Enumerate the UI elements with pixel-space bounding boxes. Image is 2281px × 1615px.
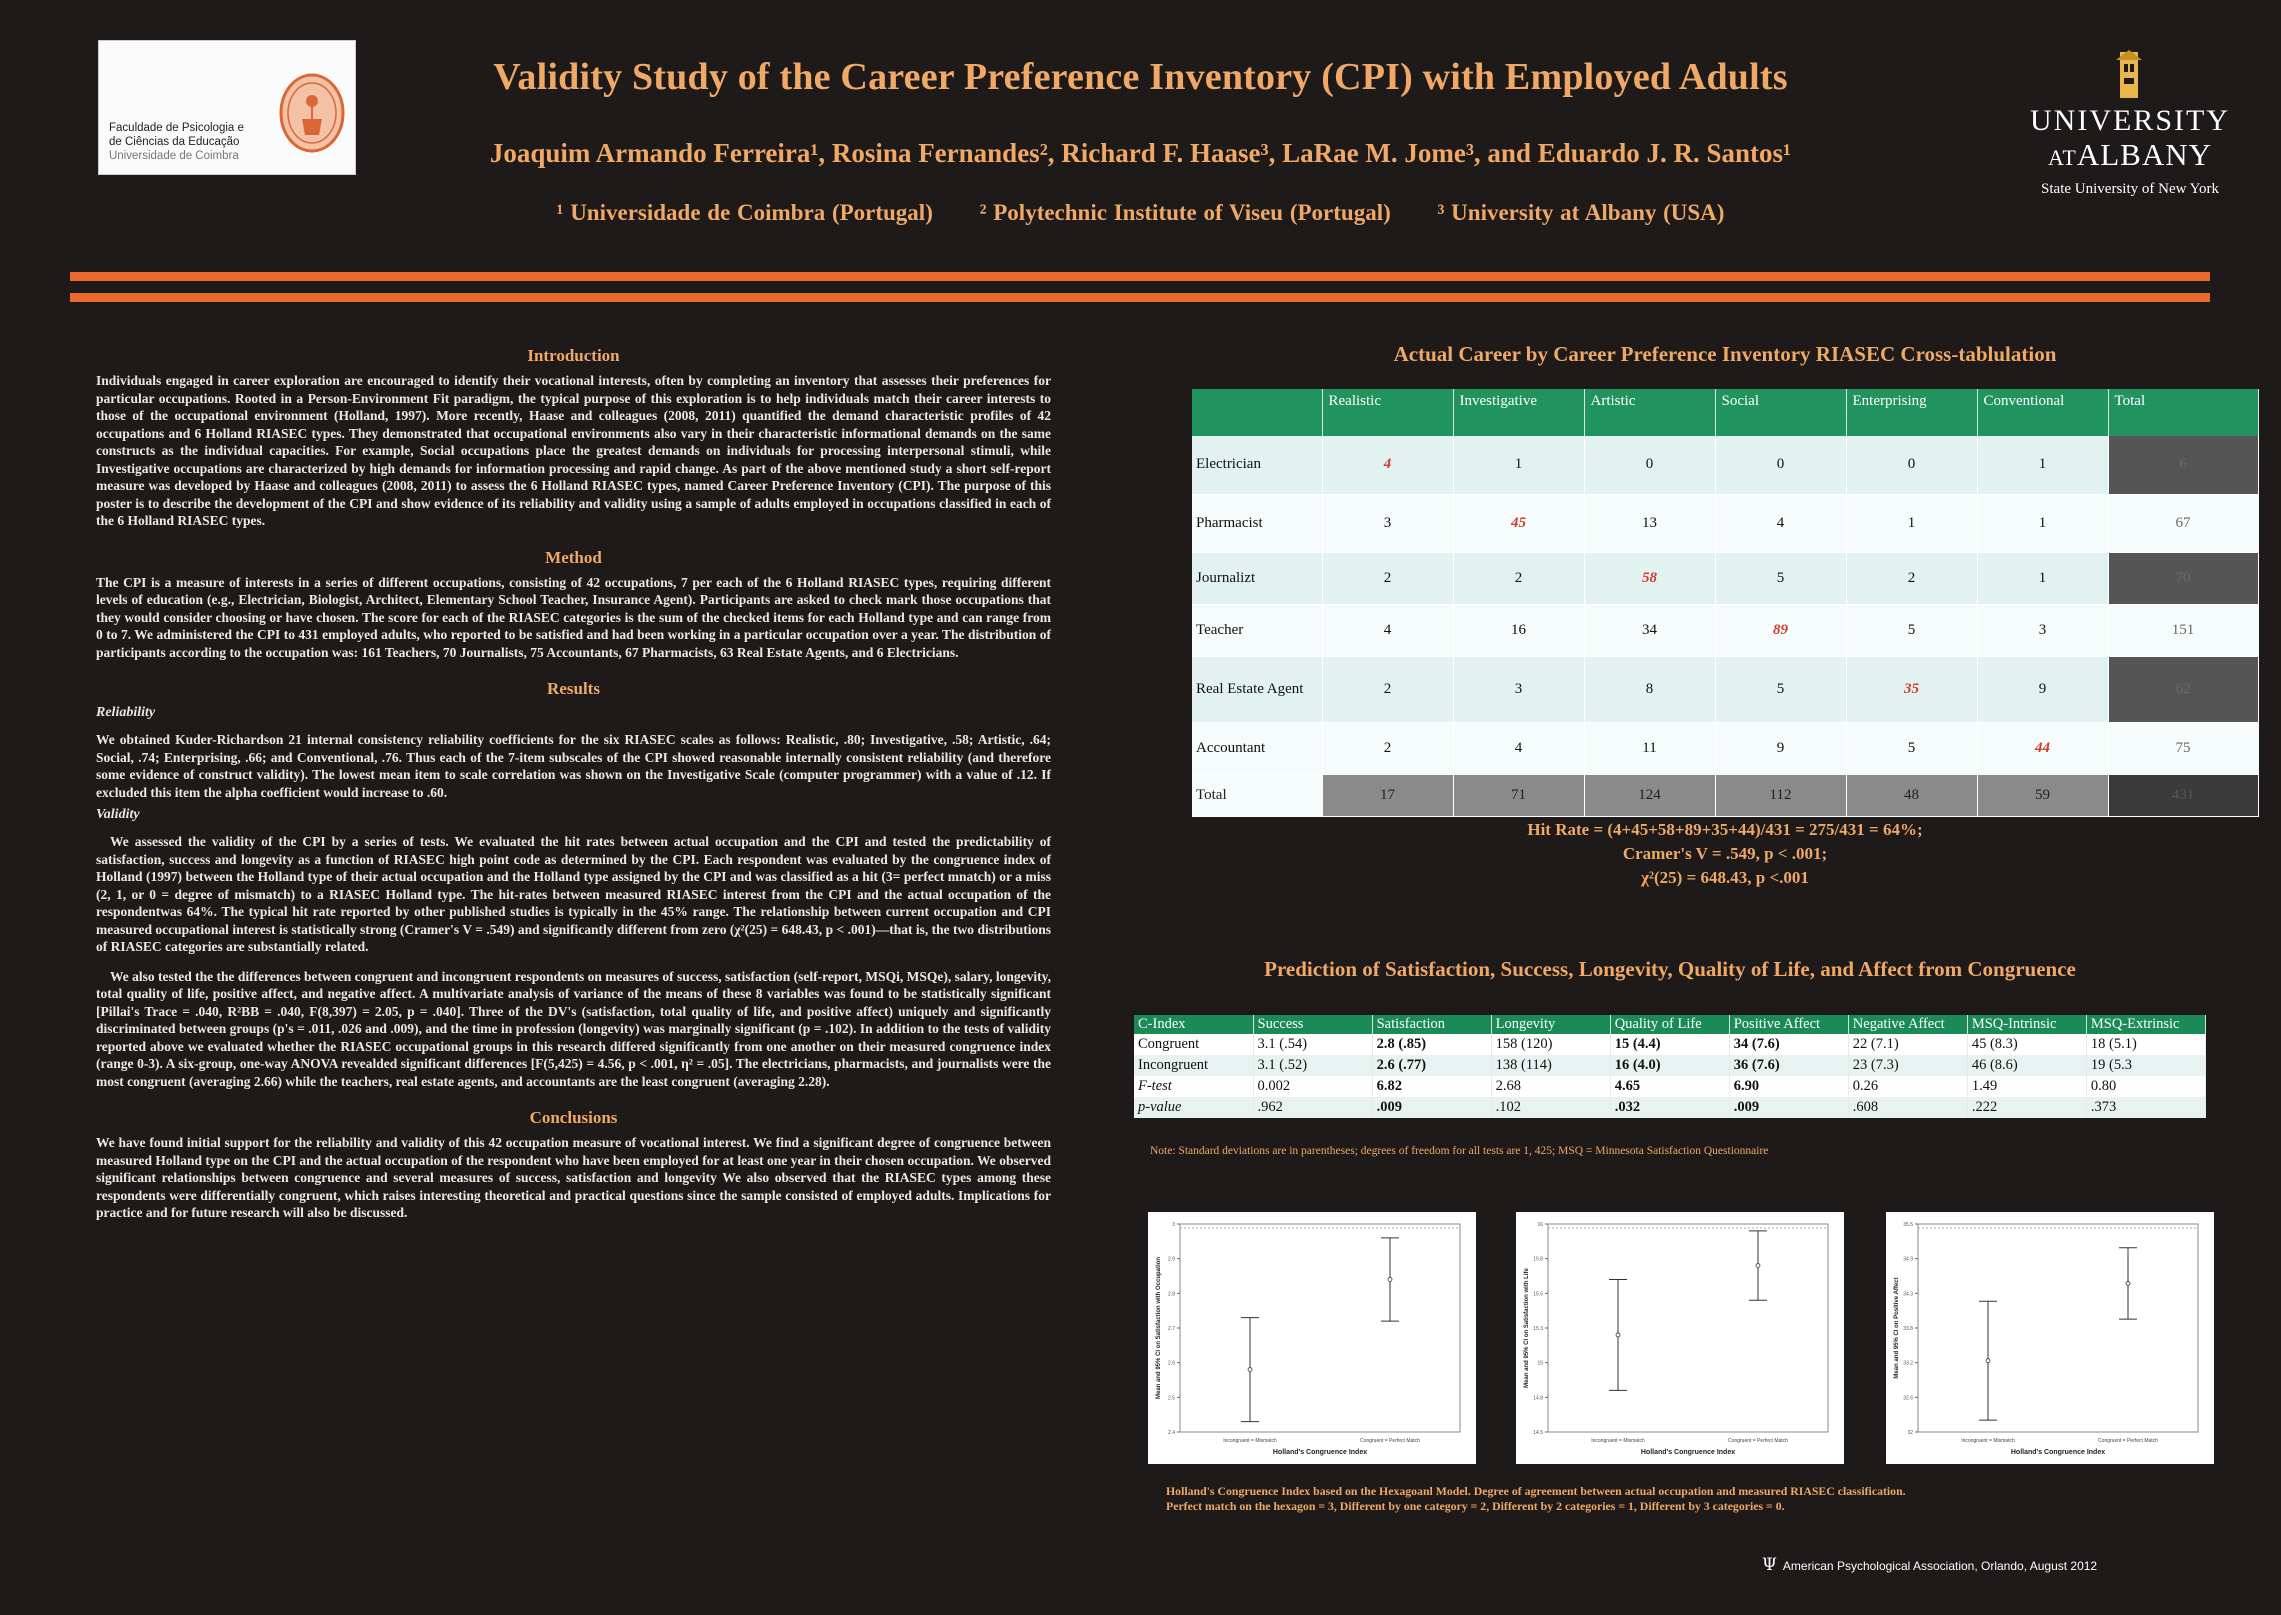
crosstab-row: [1192, 722, 2258, 774]
prediction-cell: .102: [1491, 1097, 1610, 1118]
prediction-row: [1134, 1097, 2206, 1118]
poster-title: Validity Study of the Career Preference Inventory (CPI) with Employed Adults: [493, 56, 1788, 98]
crosstab-cell: 1: [1977, 552, 2108, 604]
crosstab-row-label: Pharmacist: [1192, 494, 1322, 552]
y-tick-label: 2.6: [1168, 1360, 1175, 1367]
crosstab-cell: 1: [1453, 436, 1584, 494]
crosstab-col-header: Investigative: [1453, 389, 1584, 436]
crosstab-cell: 0: [1846, 436, 1977, 494]
y-tick-label: 15.5: [1533, 1291, 1543, 1298]
crosstab-cell: 3: [1977, 604, 2108, 656]
prediction-cell: 6.90: [1729, 1076, 1848, 1097]
y-tick-label: 14.5: [1533, 1430, 1543, 1436]
y-axis-label: Mean and 95% CI on Satisfaction with Life: [1524, 1268, 1530, 1388]
prediction-row-label: Incongruent: [1134, 1055, 1253, 1076]
crosstab-row-total: 67: [2108, 494, 2258, 552]
crosstab-cell: 9: [1715, 722, 1846, 774]
crosstab-col-total: 17: [1322, 774, 1453, 816]
crosstab-total-row: [1192, 774, 2258, 816]
crosstab-cell: 44: [1977, 722, 2108, 774]
y-tick-label: 34.9: [1903, 1256, 1913, 1263]
prediction-row: [1134, 1076, 2206, 1097]
crosstab-heading: Actual Career by Career Preference Inventory RIASEC Cross-tablulation: [1393, 342, 2057, 366]
plots-caption: [1166, 1484, 1906, 1514]
hit-rate-line: Hit Rate = (4+45+58+89+35+44)/431 = 275/431 = 64%;: [1527, 820, 1923, 839]
crosstab-cell: 1: [1846, 494, 1977, 552]
crosstab-col-header: Artistic: [1584, 389, 1715, 436]
plots-caption-line-1: Holland's Congruence Index based on the Hexagoanl Model. Degree of agreement between actual occupation and measured RIASEC classification.: [1166, 1484, 1906, 1498]
plot-frame: [1548, 1224, 1828, 1432]
x-axis-label: Holland's Congruence Index: [1640, 1449, 1736, 1456]
y-tick-label: 33.8: [1903, 1326, 1913, 1332]
prediction-cell: .032: [1610, 1097, 1729, 1118]
plot-svg-1: [1148, 1212, 1476, 1464]
y-tick-label: 14.8: [1533, 1395, 1543, 1402]
crosstab-header-row: [1192, 389, 2258, 436]
crosstab-col-total: 124: [1584, 774, 1715, 816]
crosstab-row-label: Real Estate Agent: [1192, 656, 1322, 722]
footer: [1762, 1555, 2097, 1575]
crosstab-row: [1192, 656, 2258, 722]
plot-frame: [1918, 1224, 2198, 1432]
crosstab-col-total: 48: [1846, 774, 1977, 816]
mean-point: [1756, 1264, 1760, 1268]
reliability-text: We obtained Kuder-Richardson 21 internal consistency reliability coefficients for the six RIASEC scales as follows: Realistic, .80; Investigative, .58; Artistic, .64; Social, .74; Enterprising, .66; and Conventional, .76. Thus each of the 7-item subscales of the CPI showed reasonable internally consistent reliability (and therefore some evidence of construct validity). The lowest mean item to scale correlation was shown on the Investigative Scale (computer programmer) with a value of .12. If excluded this item the alpha coefficient would increase to .60.: [96, 732, 1051, 800]
plot-svg-2: [1516, 1212, 1844, 1464]
ualbany-line-1: UNIVERSITY: [2030, 104, 2230, 137]
prediction-cell: .962: [1253, 1097, 1372, 1118]
x-tick-label: Congruent = Perfect Match: [2098, 1438, 2158, 1444]
crosstab-cell: 2: [1322, 722, 1453, 774]
albany-tower-icon: [2102, 50, 2156, 100]
poster-authors: Joaquim Armando Ferreira¹, Rosina Fernandes², Richard F. Haase³, LaRae M. Jome³, and Eduardo J. R. Santos¹: [489, 138, 1792, 168]
crosstab-cell: 13: [1584, 494, 1715, 552]
y-tick-label: 15.8: [1533, 1256, 1543, 1263]
crosstab-grand-total: 431: [2108, 774, 2258, 816]
prediction-cell: 15 (4.4): [1610, 1034, 1729, 1055]
prediction-cell: .222: [1967, 1097, 2086, 1118]
prediction-cell: .009: [1372, 1097, 1491, 1118]
crosstab-cell: 1: [1977, 494, 2108, 552]
prediction-row-label: F-test: [1134, 1076, 1253, 1097]
crosstab-col-total: 59: [1977, 774, 2108, 816]
prediction-col-header: MSQ-Intrinsic: [1967, 1015, 2086, 1034]
plot-svg-3: [1886, 1212, 2214, 1464]
affiliation-2: ² Polytechnic Institute of Viseu (Portugal): [979, 200, 1391, 225]
coimbra-logo-line-3: Universidade de Coimbra: [109, 150, 239, 162]
y-tick-label: 15.3: [1533, 1326, 1543, 1332]
prediction-cell: 2.68: [1491, 1076, 1610, 1097]
crosstab-col-header: [1192, 389, 1322, 436]
crosstab-cell: 5: [1715, 552, 1846, 604]
crosstab-stats: [1192, 818, 2258, 890]
crosstab-cell: 1: [1977, 436, 2108, 494]
validity-text-2: We also tested the the differences between congruent and incongruent respondents on measures of success, satisfaction (self-report, MSQi, MSQe), salary, longevity, total quality of life, positive affect, and negative affect. A multivariate analysis of variance of the means of these 8 variables was found to be statistically significant [Pillai's Trace = .040, R²BB = .040, F(8,397) = 2.05, p = .040]. Three of the DV's (satisfaction, total quality of life, and positive affect) uniquely and significantly discriminated between groups (p's = .011, .026 and .009), and the time in profession (longevity) was marginally significant (p = .102). In addition to the tests of validity reported above we evaluated whether the RIASEC occupational groups in this research differed significantly from one another on their measured congruence index (range 0-3). A six-group, one-way ANOVA revealded significant differences [F(5,425) = 4.56, p < .001, η² = .05]. The electricians, pharmacists, and journalists were the most congruent (averaging 2.66) while the teachers, real estate agents, and accountants are the least congruent (averaging 2.28).: [96, 968, 1051, 1089]
prediction-cell: 36 (7.6): [1729, 1055, 1848, 1076]
conclusions-heading: Conclusions: [529, 1108, 618, 1127]
prediction-cell: 158 (120): [1491, 1034, 1610, 1055]
cramers-v-line: Cramer's V = .549, p < .001;: [1622, 844, 1828, 863]
prediction-col-header: MSQ-Extrinsic: [2086, 1015, 2205, 1034]
crosstab-row-label: Accountant: [1192, 722, 1322, 774]
prediction-cell: 45 (8.3): [1967, 1034, 2086, 1055]
prediction-heading: Prediction of Satisfaction, Success, Longevity, Quality of Life, and Affect from Congruence: [1264, 957, 2076, 981]
prediction-cell: 16 (4.0): [1610, 1055, 1729, 1076]
crosstab-cell: 11: [1584, 722, 1715, 774]
prediction-row: [1134, 1055, 2206, 1076]
affiliation-1: ¹ Universidade de Coimbra (Portugal): [556, 200, 933, 225]
validity-text-1: We assessed the validity of the CPI by a series of tests. We evaluated the hit rates between actual occupation and the CPI and tested the predictability of satisfaction, success and longevity as a function of RIASEC high point code as determined by the CPI. Each respondent was evaluated by the congruence index of Holland (1997) between the Holland type of their actual occupation and the Holland type assigned by the CPI and was classified as a hit (3= perfect mnatch) or a miss (2, 1, or 0 = degree of mismatch) to a RIASEC Holland type. The hit-rates between measured RIASEC interest from the CPI and the actual occupation of the respondentwas 64%. The typical hit rate reported by other published studies is typically in the 45% range. The relationship between current occupation and CPI measured occupational interest is statistically strong (Cramer's V = .549) and significantly different from zero (χ²(25) = 648.43, p < .001)—that is, the two distributions of RIASEC categories are substantially related.: [96, 834, 1051, 954]
prediction-row: [1134, 1034, 2206, 1055]
prediction-cell: .009: [1729, 1097, 1848, 1118]
ualbany-line-3: State University of New York: [2041, 181, 2219, 197]
prediction-note: Note: Standard deviations are in parentheses; degrees of freedom for all tests are 1, 425; MSQ = Minnesota Satisfaction Questionnaire: [1150, 1145, 1769, 1157]
crosstab-cell: 34: [1584, 604, 1715, 656]
plot-positive-affect: [1886, 1212, 2214, 1464]
y-tick-label: 2.8: [1168, 1291, 1175, 1298]
left-column: [96, 340, 1051, 1222]
prediction-cell: 3.1 (.54): [1253, 1034, 1372, 1055]
x-tick-label: Incongruent = Mismatch: [1223, 1438, 1277, 1444]
y-tick-label: 2.9: [1168, 1256, 1175, 1263]
prediction-cell: 1.49: [1967, 1076, 2086, 1097]
mean-point: [1248, 1368, 1252, 1372]
prediction-cell: 46 (8.6): [1967, 1055, 2086, 1076]
prediction-cell: .608: [1848, 1097, 1967, 1118]
y-tick-label: 15: [1537, 1360, 1543, 1367]
mean-point: [1388, 1277, 1392, 1281]
crosstab-row-label: Electrician: [1192, 436, 1322, 494]
crosstab-total-label: Total: [1192, 774, 1322, 816]
crosstab-row: [1192, 552, 2258, 604]
prediction-row-label: p-value: [1134, 1097, 1253, 1118]
crosstab-cell: 4: [1715, 494, 1846, 552]
conclusions-text: We have found initial support for the reliability and validity of this 42 occupation measure of vocational interest. We find a significant degree of congruence between measured Holland type on the CPI and the actual occupation of the respondent who have been employed for at least one year in their chosen occupation. We observed significant relationships between congruence and several measures of success, satisfaction and longevity We also observed that the RIASEC types among these respondents were differentially congruent, which raises interesting theoretical and practical questions since the sample consisted of employed adults. Implications for practice and for future research will also be discussed.: [96, 1135, 1051, 1220]
crosstab-cell: 2: [1322, 656, 1453, 722]
apa-psi-icon: Ψ: [1762, 1555, 1777, 1575]
prediction-cell: 0.002: [1253, 1076, 1372, 1097]
y-axis-label: Mean and 95% CI on Satisfaction with Occupation: [1156, 1256, 1162, 1400]
prediction-cell: 3.1 (.52): [1253, 1055, 1372, 1076]
ualbany-logo: [2010, 50, 2250, 198]
y-tick-label: 33.2: [1903, 1360, 1913, 1367]
crosstab-row-label: Teacher: [1192, 604, 1322, 656]
reliability-heading: Reliability: [96, 705, 156, 720]
crosstab-cell: 2: [1846, 552, 1977, 604]
prediction-cell: 19 (5.3: [2086, 1055, 2205, 1076]
crosstab-col-header: Realistic: [1322, 389, 1453, 436]
poster-affiliations: [0, 200, 2281, 226]
method-text: The CPI is a measure of interests in a series of different occupations, consisting of 42 occupations, 7 per each of the 6 Holland RIASEC types, requiring different levels of education (e.g., Electrician, Biologist, Architect, Elementary School Teacher, Insurance Agent). Participants are asked to check mark those occupations that they would consider choosing or have chosen. The score for each of the RIASEC categories is the sum of the checked items for each Holland type and can range from 0 to 7. We administered the CPI to 431 employed adults, who reported to be satisfied and had been working in a particular occupation over a year. The distribution of participants according to the occupation was: 161 Teachers, 70 Journalists, 75 Accountants, 67 Pharmacists, 63 Real Estate Agents, and 6 Electricians.: [96, 574, 1051, 660]
crosstab-cell: 4: [1453, 722, 1584, 774]
ualbany-line-2: ATALBANY: [2047, 137, 2213, 172]
chi-square-line: χ²(25) = 648.43, p <.001: [1641, 868, 1809, 887]
crosstab-cell: 8: [1584, 656, 1715, 722]
prediction-cell: 34 (7.6): [1729, 1034, 1848, 1055]
crosstab-cell: 0: [1715, 436, 1846, 494]
crosstab-row-total: 70: [2108, 552, 2258, 604]
crosstab-row: [1192, 436, 2258, 494]
crosstab-cell: 4: [1322, 436, 1453, 494]
crosstab-cell: 2: [1453, 552, 1584, 604]
plot-satisfaction-life: [1516, 1212, 1844, 1464]
plot-satisfaction-occupation: [1148, 1212, 1476, 1464]
prediction-col-header: Success: [1253, 1015, 1372, 1034]
crosstab-row: [1192, 604, 2258, 656]
crosstab-col-total: 71: [1453, 774, 1584, 816]
crosstab-cell: 5: [1846, 604, 1977, 656]
method-heading: Method: [545, 547, 602, 567]
prediction-col-header: Satisfaction: [1372, 1015, 1491, 1034]
y-tick-label: 2.7: [1168, 1326, 1175, 1332]
prediction-cell: 22 (7.1): [1848, 1034, 1967, 1055]
prediction-col-header: Negative Affect: [1848, 1015, 1967, 1034]
crosstab-cell: 3: [1453, 656, 1584, 722]
prediction-col-header: Positive Affect: [1729, 1015, 1848, 1034]
crosstab-cell: 89: [1715, 604, 1846, 656]
x-tick-label: Congruent = Perfect Match: [1728, 1438, 1788, 1444]
prediction-cell: 23 (7.3): [1848, 1055, 1967, 1076]
mean-point: [1616, 1333, 1620, 1337]
prediction-cell: 0.80: [2086, 1076, 2205, 1097]
coimbra-logo-line-1: Faculdade de Psicologia e: [109, 122, 244, 134]
prediction-row-label: Congruent: [1134, 1034, 1253, 1055]
prediction-cell: 18 (5.1): [2086, 1034, 2205, 1055]
prediction-cell: .373: [2086, 1097, 2205, 1118]
crosstab-cell: 5: [1846, 722, 1977, 774]
introduction-text: Individuals engaged in career exploration are encouraged to identify their vocational interests, often by completing an inventory that assesses their preferences for particular occupations. Rooted in a Person-Environment Fit paradigm, the typical purpose of this exploration is to help individuals match their career interests to those of the occupational environment (Holland, 1997). More recently, Haase and colleagues (2008, 2011) quantified the demand characteristic profiles of 42 occupations and 6 Holland RIASEC types. They demonstrated that occupational environments also vary in their characteristic informational demands on the same constructs as the individual capacities. For example, Social occupations place the greatest demands on individuals for processing interpersonal stimuli, while Investigative occupations are characterized by high demands for information processing and rapid change. As part of the above mentioned study a short self-report measure was developed by Haase and colleagues (2008, 2011) to assess the 6 Holland RIASEC types, named Career Preference Inventory (CPI). The purpose of this poster is to describe the development of the CPI and show evidence of its reliability and validity using a sample of adults employed in occupations classified in each of the 6 Holland RIASEC types.: [96, 373, 1051, 528]
x-axis-label: Holland's Congruence Index: [2010, 1449, 2106, 1456]
x-axis-label: Holland's Congruence Index: [1272, 1449, 1368, 1456]
crosstab-cell: 9: [1977, 656, 2108, 722]
prediction-table: [1134, 1015, 2206, 1118]
crosstab-table: [1192, 389, 2259, 817]
prediction-cell: 2.8 (.85): [1372, 1034, 1491, 1055]
y-axis-label: Mean and 95% CI on Positive Affect: [1894, 1277, 1900, 1379]
x-tick-label: Incongruent = Mismatch: [1961, 1438, 2015, 1444]
crosstab-cell: 0: [1584, 436, 1715, 494]
plot-frame: [1180, 1224, 1460, 1432]
crosstab-col-header: Total: [2108, 389, 2258, 436]
header-stripe-1: [70, 272, 2210, 281]
y-tick-label: 16: [1537, 1222, 1543, 1228]
footer-text: American Psychological Association, Orlando, August 2012: [1782, 1559, 2098, 1573]
crosstab-row-total: 75: [2108, 722, 2258, 774]
mean-point: [2126, 1281, 2130, 1285]
crosstab-row-label: Journalizt: [1192, 552, 1322, 604]
y-tick-label: 32.6: [1903, 1395, 1913, 1402]
crosstab-row-total: 151: [2108, 604, 2258, 656]
crosstab-cell: 16: [1453, 604, 1584, 656]
mean-point: [1986, 1359, 1990, 1363]
crosstab-col-header: Conventional: [1977, 389, 2108, 436]
prediction-col-header: Longevity: [1491, 1015, 1610, 1034]
header-stripe-2: [70, 293, 2210, 302]
crosstab-cell: 35: [1846, 656, 1977, 722]
y-tick-label: 2.5: [1168, 1395, 1175, 1402]
crosstab-cell: 5: [1715, 656, 1846, 722]
prediction-cell: 2.6 (.77): [1372, 1055, 1491, 1076]
crosstab-col-header: Enterprising: [1846, 389, 1977, 436]
affiliation-3: ³ University at Albany (USA): [1437, 200, 1725, 225]
y-tick-label: 34.3: [1903, 1291, 1913, 1298]
crosstab-col-header: Social: [1715, 389, 1846, 436]
prediction-cell: 6.82: [1372, 1076, 1491, 1097]
y-tick-label: 32: [1907, 1430, 1913, 1436]
crosstab-cell: 2: [1322, 552, 1453, 604]
coimbra-logo-line-2: de Ciências da Educação: [109, 136, 240, 148]
introduction-heading: Introduction: [527, 346, 620, 365]
y-tick-label: 3: [1172, 1222, 1175, 1228]
plots-caption-line-2: Perfect match on the hexagon = 3, Different by one category = 2, Different by 2 categories = 1, Different by 3 categories = 0.: [1166, 1499, 1785, 1513]
crosstab-cell: 45: [1453, 494, 1584, 552]
crosstab-cell: 3: [1322, 494, 1453, 552]
results-heading: Results: [547, 679, 600, 698]
crosstab-cell: 4: [1322, 604, 1453, 656]
crosstab-row-total: 6: [2108, 436, 2258, 494]
y-tick-label: 35.5: [1903, 1222, 1913, 1228]
y-tick-label: 2.4: [1168, 1430, 1175, 1436]
validity-heading: Validity: [96, 807, 140, 822]
crosstab-row-total: 62: [2108, 656, 2258, 722]
crosstab-cell: 58: [1584, 552, 1715, 604]
prediction-col-header: C-Index: [1134, 1015, 1253, 1034]
x-tick-label: Incongruent = Mismatch: [1591, 1438, 1645, 1444]
prediction-cell: 0.26: [1848, 1076, 1967, 1097]
prediction-cell: 138 (114): [1491, 1055, 1610, 1076]
x-tick-label: Congruent = Perfect Match: [1360, 1438, 1420, 1444]
prediction-cell: 4.65: [1610, 1076, 1729, 1097]
crosstab-row: [1192, 494, 2258, 552]
prediction-header-row: [1134, 1015, 2206, 1034]
prediction-col-header: Quality of Life: [1610, 1015, 1729, 1034]
crosstab-col-total: 112: [1715, 774, 1846, 816]
